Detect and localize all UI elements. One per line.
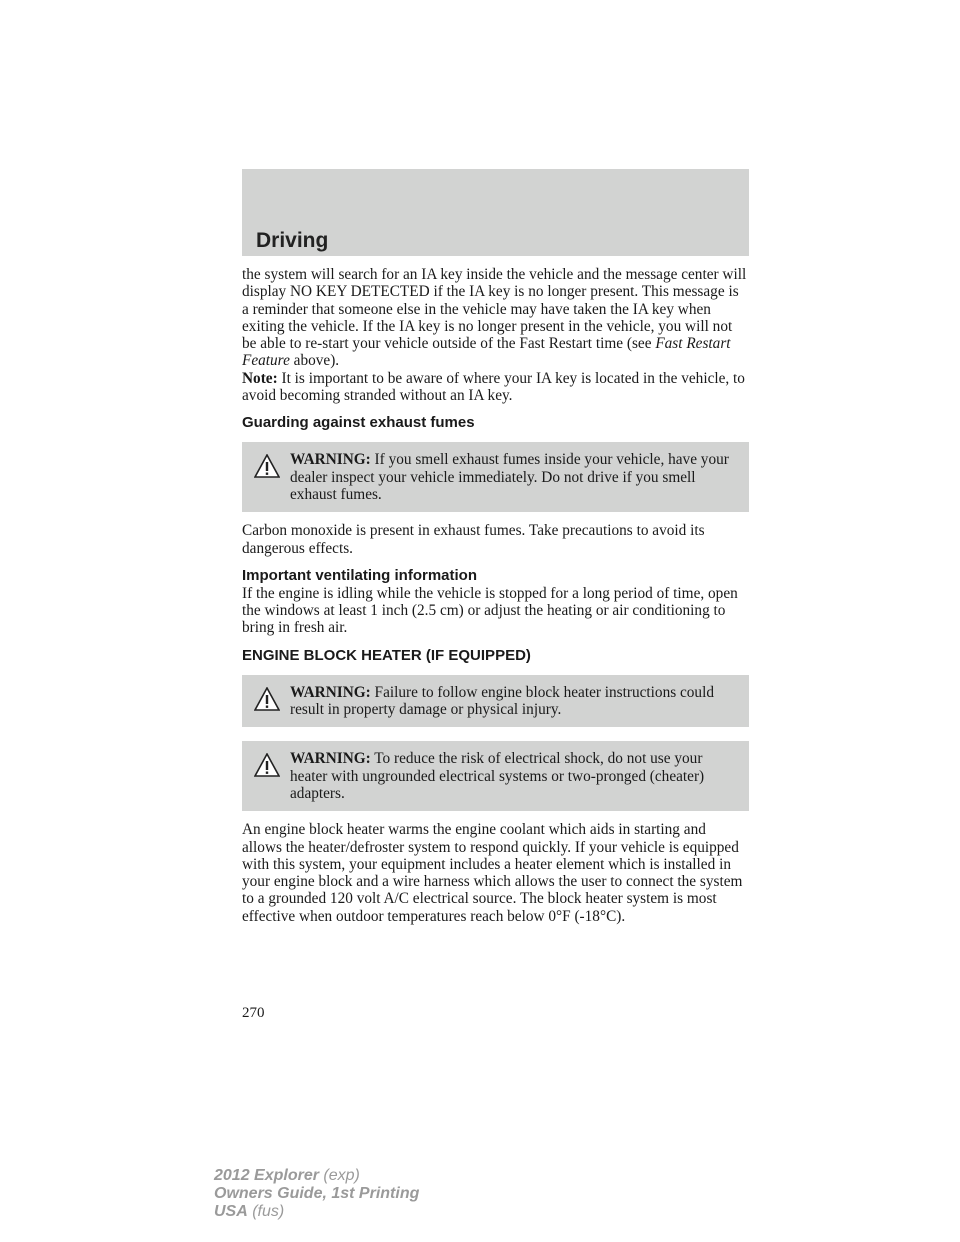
note-paragraph: Note: It is important to be aware of where your IA key is located in the vehicle, to avoid becoming stranded without an IA key. bbox=[242, 369, 745, 405]
warning-text: WARNING: If you smell exhaust fumes inside your vehicle, have your dealer inspect your vehicle immediately. Do not drive if you smell exhaust fumes. bbox=[290, 451, 729, 503]
heading-ventilation: Important ventilating information bbox=[242, 566, 477, 584]
warning-text: WARNING: Failure to follow engine block heater instructions could result in property damage or physical injury. bbox=[290, 683, 714, 719]
note-label: Note: bbox=[242, 369, 278, 387]
warning-text: WARNING: To reduce the risk of electrical shock, do not use your heater with ungrounded electrical systems or two-pronged (cheater) adapters. bbox=[290, 750, 705, 802]
warning-triangle-icon bbox=[254, 753, 280, 777]
imprint-line-2: Owners Guide, 1st Printing bbox=[214, 1185, 420, 1202]
warning-box-block-heater-2 bbox=[242, 741, 749, 811]
ventilation-body: If the engine is idling while the vehicle is stopped for a long period of time, open the windows at least 1 inch (2.5 cm) or adjust the heating or air conditioning to bring in fresh air. bbox=[242, 584, 738, 637]
section-title: Driving bbox=[256, 229, 329, 252]
heading-block-heater: ENGINE BLOCK HEATER (IF EQUIPPED) bbox=[242, 646, 531, 664]
warning-box-block-heater-1 bbox=[242, 675, 749, 728]
page-number: 270 bbox=[242, 1005, 265, 1021]
cross-reference: Fast Restart Feature bbox=[242, 335, 731, 370]
heading-exhaust: Guarding against exhaust fumes bbox=[242, 414, 475, 432]
document-imprint bbox=[214, 1167, 419, 1221]
warning-triangle-icon bbox=[254, 454, 280, 478]
imprint-line-3: USA (fus) bbox=[214, 1203, 285, 1220]
section-header-band bbox=[242, 169, 749, 256]
page-content bbox=[242, 266, 749, 925]
intro-paragraph: the system will search for an IA key inside the vehicle and the message center will display NO KEY DETECTED if the IA key is no longer present. This message is a reminder that someone else in the vehicle may have taken the IA key when exiting the vehicle. If the IA key is no longer present in the vehicle, you will not be able to re-start your vehicle outside of the Fast Restart time (see Fast Restart Feature above). bbox=[242, 266, 747, 370]
imprint-line-1: 2012 Explorer (exp) bbox=[214, 1167, 360, 1184]
block-heater-body: An engine block heater warms the engine coolant which aids in starting and allows the heater/defroster system to respond quickly. If your vehicle is equipped with this system, your equipment includes a heater element which is installed in your engine block and a wire harness which allows the user to connect the system to a grounded 120 volt A/C electrical source. The block heater system is most effective when outdoor temperatures reach below 0°F (-18°C). bbox=[242, 821, 743, 925]
warning-box-exhaust bbox=[242, 442, 749, 512]
exhaust-body: Carbon monoxide is present in exhaust fumes. Take precautions to avoid its dangerous effects. bbox=[242, 522, 705, 557]
warning-triangle-icon bbox=[254, 687, 280, 711]
